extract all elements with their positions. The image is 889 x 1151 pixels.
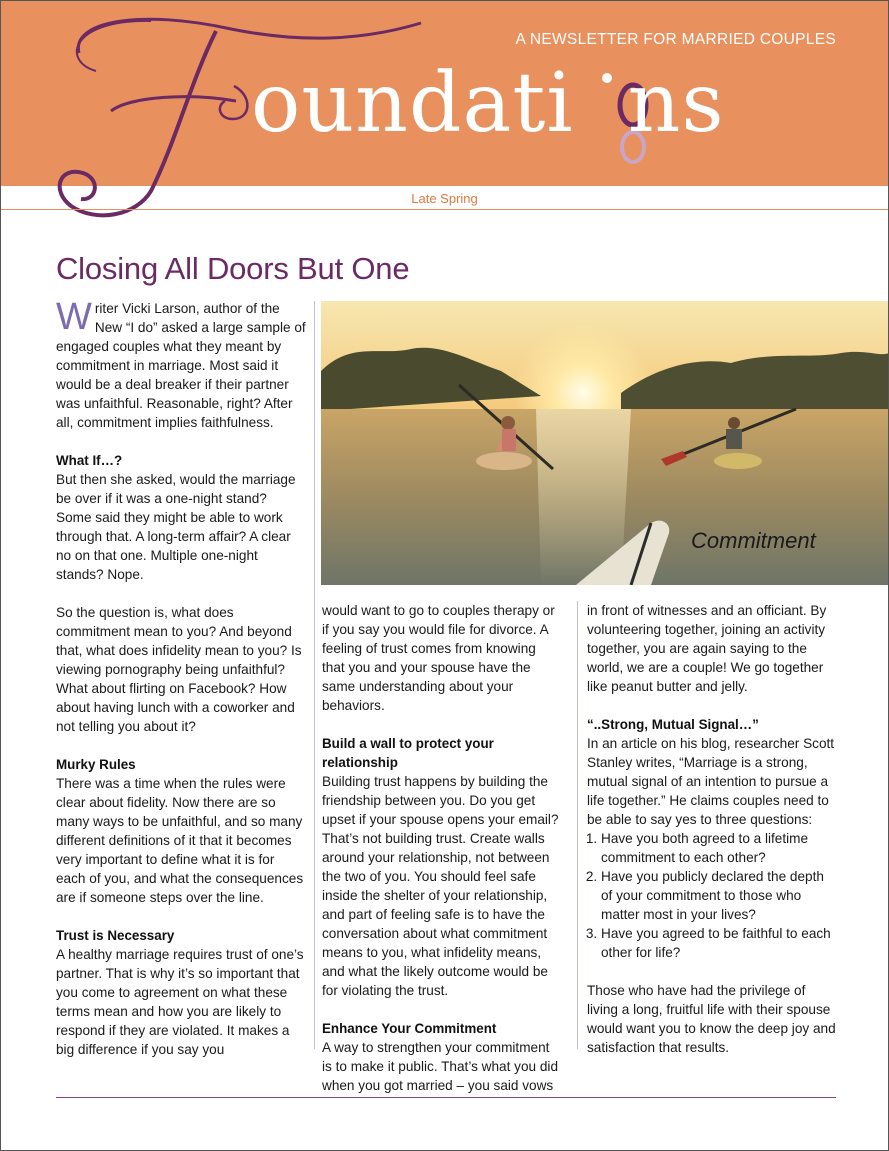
section-heading-murky: Murky Rules [56, 757, 136, 772]
signal-body: In an article on his blog, researcher Scott Stanley writes, “Marriage is a strong, mutual signal of an intention to pursue a life together.” He claims couples need to be able to say yes to three questions: [587, 736, 835, 827]
intro-paragraph [56, 296, 306, 432]
wall-body: Building trust happens by building the friendship between you. Do you get upset if your spouse opens your email? That’s not building trust. Create walls around your relationship, not between the two of you. You should feel safe inside the shelter of your relationship, and part of feeling safe is to have the conversation about what commitment means to you, what infidelity means, and what the likely outcome would be for violating the trust. [322, 774, 559, 998]
section-heading-signal: “..Strong, Mutual Signal…” [587, 717, 759, 732]
footer-divider [56, 1097, 836, 1098]
column-1 [56, 296, 306, 1078]
photo-caption: Commitment [691, 528, 816, 553]
masthead-banner [1, 1, 888, 186]
intro-text: riter Vicki Larson, author of the New “I do” asked a large sample of engaged couples what they meant by commitment in marriage. Most said it would be a deal breaker if their partner was unfaithful. Reasonable, right? After all, commitment implies faithfulness. [56, 301, 306, 430]
col3-continue: in front of witnesses and an officiant. By volunteering together, joining an activity together, you are again saying to the world, we are a couple! We go together like peanut butter and jelly. [587, 603, 827, 694]
list-item: 3. Have you agreed to be faithful to each other for life? [601, 924, 837, 962]
what-if-body: But then she asked, would the marriage be over if it was a one-night stand? Some said they might be able to work through that. A long-term affair? A clear no on that one. Multiple one-night stands? Nope. [56, 472, 296, 582]
column-divider-2 [577, 601, 578, 1049]
question-paragraph: So the question is, what does commitment mean to you? And beyond that, what does infidelity mean to you? Is viewing pornography being unfaithful? What about flirting on Facebook? How about having lunch with a coworker and not telling you about it? [56, 605, 302, 734]
masthead-title: oundati ns [251, 56, 725, 151]
enhance-body: A way to strengthen your commitment is to make it public. That’s what you did when you got married – you said vows [322, 1040, 558, 1093]
column-divider-1 [314, 301, 315, 1049]
dropcap: W [56, 296, 92, 338]
column-2 [322, 601, 562, 1114]
season-divider [1, 209, 888, 210]
column-3 [587, 601, 837, 1076]
question-list [587, 829, 837, 962]
list-item: 1. Have you both agreed to a lifetime commitment to each other? [601, 829, 837, 867]
murky-body: There was a time when the rules were clear about fidelity. Now there are so many ways to be unfaithful, and so many different definitions of it that it becomes very important to define what it is for each of you, and what the consequences are if someone steps over the line. [56, 776, 304, 905]
section-heading-enhance: Enhance Your Commitment [322, 1021, 497, 1036]
section-heading-what-if: What If…? [56, 453, 123, 468]
section-heading-wall: Build a wall to protect your relationship [322, 736, 494, 770]
list-item: 2. Have you publicly declared the depth of your commitment to those who matter most in your lives? [601, 867, 837, 924]
masthead-tagline: A NEWSLETTER FOR MARRIED COUPLES [515, 31, 836, 48]
section-heading-trust: Trust is Necessary [56, 928, 175, 943]
article-headline: Closing All Doors But One [56, 251, 410, 286]
closing-paragraph: Those who have had the privilege of living a long, fruitful life with their spouse would want you to know the deep joy and satisfaction that results. [587, 983, 836, 1055]
trust-body: A healthy marriage requires trust of one’s partner. That is why it’s so important that you come to agreement on what these terms mean and how you are likely to respond if they are violated. It makes a big difference if you say you [56, 947, 304, 1057]
issue-season: Late Spring [411, 191, 478, 206]
col2-continue: would want to go to couples therapy or if you say you would file for divorce. A feeling of trust comes from knowing that you and your spouse have the same understanding about your behaviors. [322, 603, 555, 713]
